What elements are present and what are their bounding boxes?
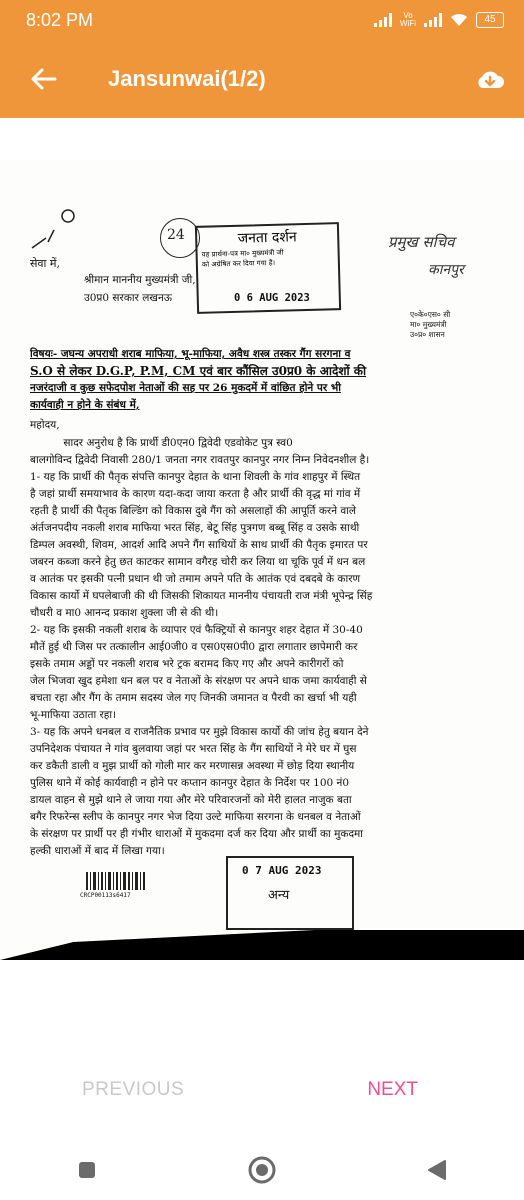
subject-line: नजरंदाजी व कुछ सफेदपोश नेताओं की सह पर 26 मुकदमें में वांछित होने पर भी [30, 382, 341, 394]
vowifi-top-label: Vo [403, 11, 413, 20]
side-note [410, 310, 450, 340]
scan-shadow [0, 930, 524, 960]
status-time: 8:02 PM [26, 9, 94, 30]
subject [30, 346, 470, 414]
body-line: डायल वाहन से मुझे थाने ले जाया गया और मेरे परिवारजनों को मेरी हालत नाजुक बता [30, 794, 352, 806]
handwritten-note-2: कानपुर [428, 262, 464, 278]
body-line: अंर्तजनपदीय नकली शराब माफिया भरत सिंह, बेटू सिंह पुत्रगण बब्बू सिंह व उसके साथी [30, 522, 360, 534]
salutation: सेवा में, [30, 257, 60, 270]
body-line: के संरक्षण पर प्रार्थी पर ही गंभीर धाराओं में मुकदमा दर्ज कर दिया और प्रार्थी का मुकदमा [30, 828, 364, 840]
status-icons [374, 12, 504, 28]
subject-line: S.O से लेकर D.G.P, P.M, CM एवं बार कौंसिल उ0प्र0 के आदेशों की [30, 364, 367, 378]
download-button[interactable] [466, 55, 514, 103]
stamp-line-1: यह प्रार्थना-पत्र मा० मुख्यमंत्री जी [201, 248, 284, 259]
body-line: मौतें हुई थी जिस पर तत्कालीन आई0जी0 व एस0एस0पी0 द्वारा लगातार छापेमारी कर [30, 641, 358, 653]
subject-line: विषयः- जघन्य अपराधी शराब माफिया, भू-माफिया, अवैध शस्त्र तस्कर गैंग सरगना व [30, 348, 351, 360]
side-note-line-2: मा० मुख्यमंत्री [410, 320, 447, 329]
wifi-icon [450, 13, 468, 27]
body-line: जबरन कब्जा करने हेतु छत काटकर सामान वगैरह चोरी कर लिया था चूकि पूर्व में धन बल [30, 556, 366, 568]
barcode-text: CRCP00113s6417 [80, 892, 131, 899]
received-stamp-date: 0 7 AUG 2023 [242, 864, 322, 877]
body-line: 2- यह कि इसकी नकली शराब के व्यापार एवं फैक्ट्रियों से कानपुर शहर देहात में 30-40 [30, 624, 363, 636]
home-button[interactable] [232, 1145, 292, 1195]
pagination-row [0, 1060, 524, 1120]
recipient-line-1: श्रीमान माननीय मुख्यमंत्री जी, [84, 274, 196, 286]
body-line: इसके तमाम अड्डों पर नकली शराब भरे ट्रक बरामद किए गए और अपने कारीगरों को [30, 658, 344, 670]
body-line: है जहां प्रार्थी समयाभाव के कारण यदा-कदा जाया करता है और प्रार्थी की वृद्ध मां गांव में [30, 488, 361, 500]
cloud-download-icon [475, 68, 505, 90]
back-triangle-icon [427, 1159, 447, 1181]
stamp-line-2: को अग्रेषित कर दिया गया है। [201, 258, 276, 269]
page-number: 24 [167, 227, 185, 243]
received-stamp-label: अन्य [268, 888, 290, 903]
vowifi-icon [400, 12, 416, 28]
app-title: Jansunwai(1/2) [108, 66, 266, 91]
body-line: भू-माफिया उठाता रहा। [30, 709, 117, 721]
body-line: कर डकैती डाली व मुझ प्रार्थी को गोली मार कर मरणासन्न अवस्था में छोड़ दिया स्थानीय [30, 760, 355, 772]
previous-button[interactable]: PREVIOUS [82, 1079, 185, 1100]
body-line: रहती है प्रार्थी की पैतृक बिल्डिंग को विकास दुबे गैंग को असलाहों की आपूर्ति करने वाले [30, 505, 357, 517]
vowifi-bottom-label: WiFi [400, 19, 416, 28]
body-line: पुलिस थाने में कोई कार्यवाही न होने पर कप्तान कानपुर देहात के निर्देश पर 100 नं0 [30, 777, 350, 789]
system-navigation-bar [0, 1140, 524, 1200]
document-page[interactable] [0, 160, 524, 960]
back-nav-button[interactable] [407, 1145, 467, 1195]
body-line: बगैर रिफरेन्स स्लीप के कानपुर नगर भेज दिया उल्टे माफिया सरगना के धनबल व नेताओं [30, 811, 361, 823]
handwritten-note-1: प्रमुख सचिव [388, 233, 455, 251]
stamp-date: 0 6 AUG 2023 [234, 292, 310, 304]
recipient-line-2: उ0प्र0 सरकार लखनऊ [84, 292, 173, 304]
body-line: जेल भिजवा खुद हमेशा धन बल पर व नेताओं के संरक्षण पर अपने धाक जमा कार्यवाही से [30, 675, 367, 687]
body-line: विकास कार्यो में घपलेबाजी की थी जिसकी शिकायत माननीय पंचायती राज मंत्री भूपेन्द्र सिंह [30, 590, 373, 602]
side-note-line-3: उ०प्र० शासन [410, 330, 445, 339]
body-line: बचता रहा और गैंग के तमाम सदस्य जेल गए जिनकी जमानत व पैरवी का खर्चा भी यही [30, 692, 357, 704]
back-button[interactable] [14, 49, 74, 109]
app-bar [0, 40, 524, 118]
body-line: व आतंक पर इसकी पत्नी प्रधान थी जो तमाम अपने पति के आतंक एवं दबदबे के कारण [30, 573, 361, 585]
barcode [86, 872, 146, 890]
body-line: 3- यह कि अपने धनबल व राजनैतिक प्रभाव पर मुझे विकास कार्यो की जांच हेतु बयान देने [30, 726, 369, 738]
body-line: डिम्पल अवस्थी, शिवम, आदर्श आदि अपने गैंग साथियों के साथ प्रार्थी की पैतृक इमारत पर [30, 539, 368, 551]
greeting: महोदय, [30, 419, 60, 431]
signal-icon [424, 13, 442, 27]
body-line: बालगोविन्द द्विवेदी निवासी 280/1 जनता नगर रावतपुर कानपुर नगर निम्न निवेदनशील है। [30, 454, 370, 466]
signal-icon [374, 13, 392, 27]
home-circle-icon [248, 1156, 276, 1184]
body-line: हल्की धाराओं में बाद में लिखा गया। [30, 845, 165, 857]
status-bar [0, 0, 524, 40]
recents-button[interactable] [57, 1145, 117, 1195]
side-note-line-1: ए०के०एस० सी [410, 310, 451, 319]
stamp-title: जनता दर्शन [237, 229, 297, 247]
arrow-left-icon [31, 68, 57, 90]
battery-icon: 45 [476, 12, 504, 28]
recents-square-icon [78, 1161, 96, 1179]
next-button[interactable]: NEXT [367, 1079, 418, 1100]
body-line: 1- यह कि प्रार्थी की पैतृक संपत्ति कानपुर देहात के थाना शिवली के गांव शाहपुर में स्थित [30, 471, 361, 483]
handwritten-mark [30, 208, 90, 256]
body-line: सादर अनुरोध है कि प्रार्थी डी0एन0 द्विवेदी एडवोकेट पुत्र स्व0 [30, 437, 293, 449]
body-line: उपनिदेशक पंचायत ने गांव बुलवाया जहां पर भरत सिंह के गैंग साथियों ने मेरे घर में घुस [30, 743, 357, 755]
received-stamp [226, 856, 354, 930]
body-line: चौधरी व मा0 आनन्द प्रकाश शुक्ला जी से की थी। [30, 607, 219, 619]
subject-line: कार्यवाही न होने के संबंध में, [30, 399, 140, 411]
letter-paragraphs [30, 435, 470, 860]
